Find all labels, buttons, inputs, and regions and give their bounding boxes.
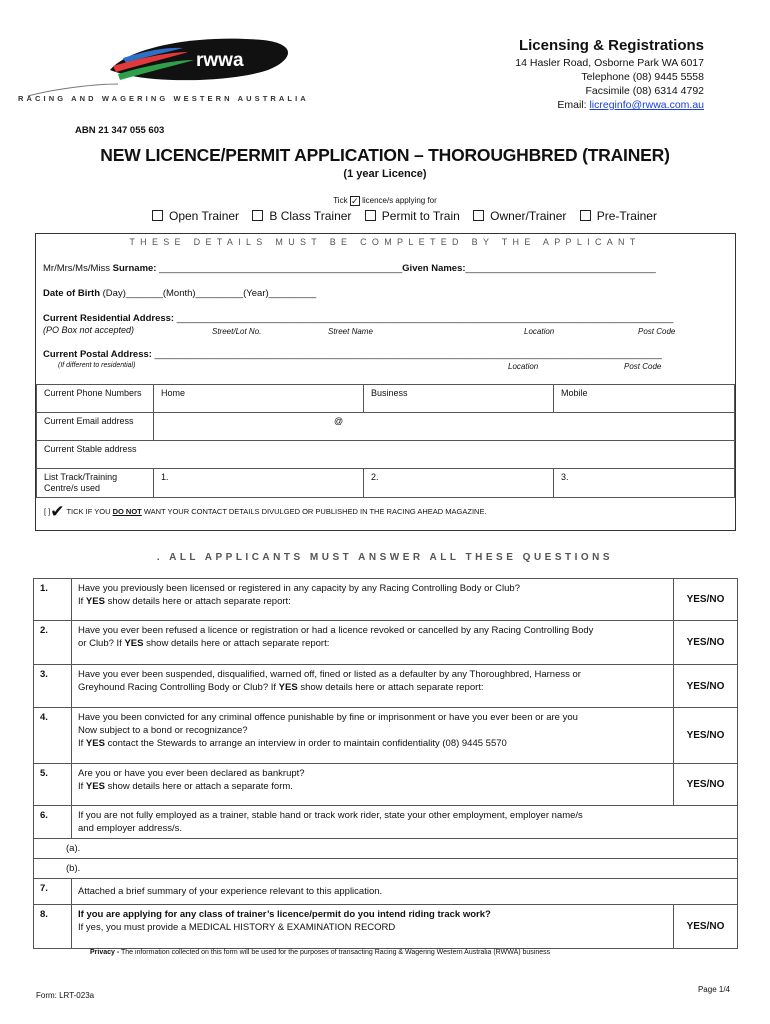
track-2-field[interactable]: 2. (364, 469, 554, 498)
contact-title: Licensing & Registrations (518, 37, 704, 54)
track-3-field[interactable]: 3. (554, 469, 735, 498)
question-line: If you are not fully employed as a trainer, stable hand or track work rider, state your other employment, employer name/s (78, 810, 583, 821)
checkbox[interactable] (365, 210, 376, 221)
surname-label: Surname: (112, 263, 157, 274)
optout-pre: TICK IF YOU (66, 507, 113, 516)
question-row (34, 879, 738, 905)
stable-address-field[interactable]: Current Stable address (37, 441, 735, 469)
form-code: Form: LRT-023a (36, 991, 95, 1000)
yes-no-answer[interactable]: YES/NO (674, 905, 738, 949)
form-title: NEW LICENCE/PERMIT APPLICATION – THOROUGHBRED (TRAINER) (100, 145, 670, 165)
contact-privacy-optout[interactable] (44, 502, 487, 522)
applicant-section-heading: THESE DETAILS MUST BE COMPLETED BY THE APPLICANT (129, 237, 641, 247)
q-yes: YES (85, 738, 105, 749)
checkbox[interactable] (580, 210, 591, 221)
question-line: and employer address/s. (78, 823, 183, 834)
q-text: Greyhound Racing Controlling Body or Club? If (78, 682, 279, 693)
contact-block (515, 36, 704, 112)
tracks-label: List Track/Training Centre/s used (37, 469, 154, 498)
addr-street-name: Street Name (328, 327, 373, 336)
yes-no-answer[interactable]: YES/NO (674, 579, 738, 621)
licence-option-b-class-trainer[interactable] (252, 209, 351, 223)
privacy-statement (90, 949, 550, 956)
licence-option-open-trainer[interactable] (152, 209, 239, 223)
optout-bracket[interactable]: [ ] (44, 507, 51, 516)
form-subtitle: (1 year Licence) (343, 168, 427, 180)
question-number: 1. (34, 579, 72, 621)
dob-label: Date of Birth (43, 288, 100, 299)
q-text: If (78, 596, 86, 607)
dob-row (43, 288, 316, 299)
phone-home-field[interactable]: Home (154, 385, 364, 413)
q-text: show details here or attach separate report: (104, 596, 291, 607)
licence-option-label: B Class Trainer (269, 209, 352, 223)
employment-field-a[interactable]: (a). (34, 839, 738, 859)
employment-row-a (34, 839, 738, 859)
question-line: Have you ever been refused a licence or registration or had a licence revoked or cancelled by any Racing Controlling Body (78, 625, 594, 636)
contact-email-label: Email: (557, 99, 587, 111)
org-tagline: RACING AND WAGERING WESTERN AUSTRALIA (18, 94, 309, 103)
residential-address-field[interactable]: ______________________________________________________________________________________________ (176, 313, 674, 324)
question-line (78, 780, 667, 793)
tracks-row (37, 469, 735, 498)
questions-table (33, 578, 738, 949)
yes-no-answer[interactable]: YES/NO (674, 665, 738, 708)
addr-post-code: Post Code (638, 327, 676, 336)
contact-facsimile: Facsimile (08) 6314 4792 (585, 85, 704, 97)
tick-prefix: Tick (333, 196, 348, 206)
question-number: 4. (34, 708, 72, 764)
stable-row (37, 441, 735, 469)
question-number: 3. (34, 665, 72, 708)
privacy-text: The information collected on this form will be used for the purposes of transacting Racing & Wagering Western Australia (RWWA) business (119, 949, 551, 956)
q-text: show details here or attach separate report: (297, 682, 484, 693)
tick-instruction (0, 196, 770, 206)
optout-do-not: DO NOT (112, 507, 142, 516)
contact-email-row (515, 98, 704, 112)
optout-post: WANT YOUR CONTACT DETAILS DIVULGED OR PUBLISHED IN THE RACING AHEAD MAGAZINE. (141, 507, 487, 516)
employment-field-b[interactable]: (b). (34, 859, 738, 879)
question-row (34, 905, 738, 949)
question-row (34, 665, 738, 708)
licence-type-options (152, 209, 667, 223)
q-text: show details here or attach a separate form. (104, 781, 293, 792)
postal-address-label: Current Postal Address: (43, 349, 152, 360)
postal-post-code: Post Code (624, 362, 662, 371)
q-text: show details here or attach separate report: (143, 638, 330, 649)
q-text: If (78, 738, 86, 749)
question-line (78, 595, 667, 608)
postal-address-field[interactable]: ________________________________________________________________________________________________ (154, 349, 662, 360)
question-line: Are you or have you ever been declared as bankrupt? (78, 768, 305, 779)
question-row (34, 621, 738, 665)
question-number: 6. (34, 806, 72, 839)
po-box-note (43, 325, 134, 336)
email-label: Current Email address (37, 413, 154, 441)
addr-location: Location (524, 327, 555, 336)
questions-heading: . ALL APPLICANTS MUST ANSWER ALL THESE QUESTIONS (156, 552, 614, 563)
licence-option-pre-trainer[interactable] (580, 209, 657, 223)
name-row (43, 263, 656, 274)
q-yes: YES (85, 596, 105, 607)
addr-street-lot: Street/Lot No. (212, 327, 262, 336)
question-text (72, 905, 674, 949)
title-prefix: Mr/Mrs/Ms/Miss (43, 263, 111, 274)
phone-row (37, 385, 735, 413)
privacy-label: Privacy - (90, 949, 120, 956)
yes-no-answer[interactable]: YES/NO (674, 621, 738, 665)
postal-note: (If different to residential) (58, 362, 136, 369)
question-text (72, 708, 674, 764)
email-row (37, 413, 735, 441)
checkmark-icon: ✔ (50, 502, 65, 521)
question-line: Now subject to a bond or recognizance? (78, 725, 248, 736)
question-number: 8. (34, 905, 72, 949)
q-text: or Club? If (78, 638, 125, 649)
licence-option-permit-to-train[interactable] (365, 209, 460, 223)
employment-row-b (34, 859, 738, 879)
question-line (78, 681, 667, 694)
question-text (72, 579, 674, 621)
phone-mobile-field[interactable]: Mobile (554, 385, 735, 413)
question-text (72, 764, 674, 806)
q-yes: YES (124, 638, 144, 649)
track-1-field[interactable]: 1. (154, 469, 364, 498)
question-number: 5. (34, 764, 72, 806)
tick-suffix: licence/s applying for (362, 196, 437, 206)
q-yes: YES (85, 781, 105, 792)
phone-business-field[interactable]: Business (364, 385, 554, 413)
licence-option-label: Owner/Trainer (490, 209, 567, 223)
licence-option-owner-trainer[interactable] (473, 209, 566, 223)
question-text: Attached a brief summary of your experience relevant to this application. (72, 879, 738, 905)
contact-details-table (36, 384, 735, 498)
checkbox[interactable] (252, 210, 263, 221)
question-text (72, 621, 674, 665)
yes-no-answer[interactable]: YES/NO (674, 708, 738, 764)
q-text: contact the Stewards to arrange an interview in order to maintain confidentiality (08) 9445 5570 (104, 738, 507, 749)
question-text (72, 806, 738, 839)
phone-label: Current Phone Numbers (37, 385, 154, 413)
question-number: 7. (34, 879, 72, 905)
abn-number: ABN 21 347 055 603 (75, 125, 165, 136)
given-names-field[interactable]: ____________________________________ (465, 263, 656, 274)
postal-address-row (43, 349, 662, 360)
licence-option-label: Pre-Trainer (596, 209, 657, 223)
question-line: Have you been convicted for any criminal offence punishable by fine or imprisonment or have you ever been or are you (78, 712, 578, 723)
question-line: Have you ever been suspended, disqualified, warned off, fined or listed as a defaulter by any Thoroughbred, Harness or (78, 669, 581, 680)
yes-no-answer[interactable]: YES/NO (674, 764, 738, 806)
question-line (78, 737, 667, 750)
question-line: Have you previously been licensed or registered in any capacity by any Racing Controlling Body or Club? (78, 583, 520, 594)
question-number: 2. (34, 621, 72, 665)
page-number: Page 1/4 (697, 985, 730, 994)
licence-option-label: Permit to Train (381, 209, 460, 223)
question-text (72, 665, 674, 708)
question-row (34, 708, 738, 764)
q-yes: YES (278, 682, 298, 693)
surname-field[interactable]: ______________________________________________ (159, 263, 403, 274)
email-field[interactable]: @ (154, 413, 735, 441)
checkbox[interactable] (473, 210, 484, 221)
question-row (34, 764, 738, 806)
svg-text:rwwa: rwwa (196, 50, 244, 71)
residential-address-row (43, 313, 673, 324)
contact-address: 14 Hasler Road, Osborne Park WA 6017 (515, 57, 704, 69)
given-names-label: Given Names: (402, 263, 466, 274)
residential-address-label: Current Residential Address: (43, 313, 175, 324)
dob-field[interactable]: (Day)_______(Month)_________(Year)_________ (102, 288, 317, 299)
licence-option-label: Open Trainer (169, 209, 240, 223)
postal-location: Location (508, 362, 539, 371)
checkbox[interactable] (152, 210, 163, 221)
question-row (34, 579, 738, 621)
contact-email-link[interactable]: licreginfo@rwwa.com.au (589, 99, 704, 111)
q-text: If (78, 781, 86, 792)
question-row (34, 806, 738, 839)
question-line: If you are applying for any class of trainer’s licence/permit do you intend riding track work? (78, 909, 491, 920)
contact-telephone: Telephone (08) 9445 5558 (581, 71, 704, 83)
question-line: If yes, you must provide a MEDICAL HISTORY & EXAMINATION RECORD (78, 922, 396, 933)
po-box-note-text: (PO Box not accepted) (43, 325, 135, 335)
tick-checkmark-icon: ✓ (351, 196, 359, 206)
question-line (78, 637, 667, 650)
